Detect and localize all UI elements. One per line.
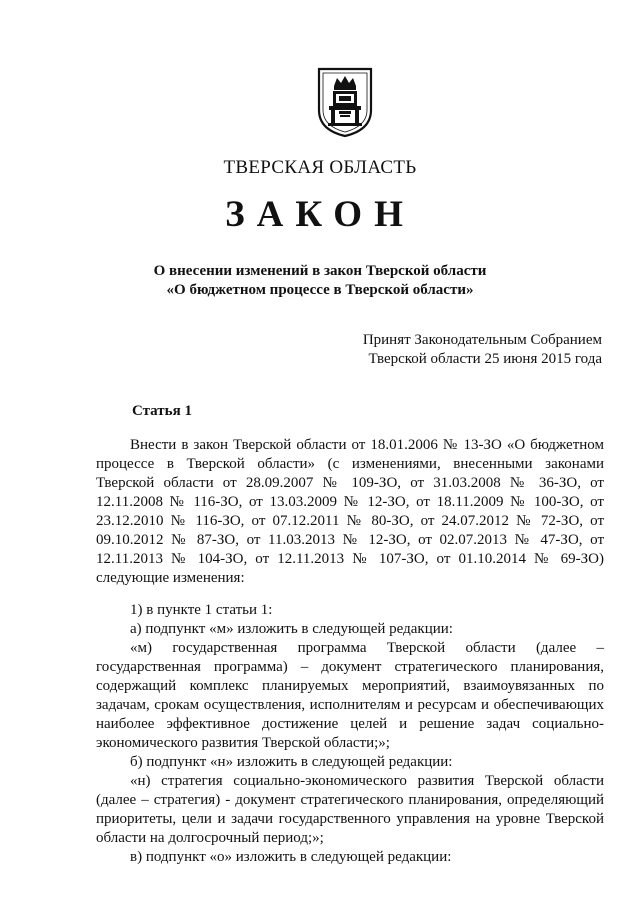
- law-subject-line2: «О бюджетном процессе в Тверской области»: [166, 282, 474, 298]
- adoption-note-line2: Тверской области 25 июня 2015 года: [368, 351, 602, 367]
- article-intro-paragraph: Внести в закон Тверской области от 18.01.2006 № 13-ЗО «О бюджетном процессе в Тверской области» (с изменениями, внесенными законами Тверской области от 28.09.2007 № 109-ЗО, от 31.03.2008 № 36-ЗО, от 12.11.2008 № 116-ЗО, от 13.03.2009 № 12-ЗО, от 18.11.2009 № 100-ЗО, от 23.12.2010 № 116-ЗО, от 07.12.2011 № 80-ЗО, от 24.07.2012 № 72-ЗО, от 09.10.2012 № 87-ЗО, от 11.03.2013 № 12-ЗО, от 02.07.2013 № 47-ЗО, от 12.11.2013 № 104-ЗО, от 12.11.2013 № 107-ЗО, от 01.10.2014 № 69-ЗО) следующие изменения:: [96, 437, 604, 586]
- item-c: в) подпункт «о» изложить в следующей редакции:: [130, 849, 452, 865]
- adoption-note: [363, 331, 602, 369]
- adoption-note-line1: Принят Законодательным Собранием: [362, 332, 602, 348]
- law-title: ЗАКОН: [225, 194, 415, 235]
- item-1: 1) в пункте 1 статьи 1:: [130, 602, 273, 618]
- item-a: а) подпункт «м» изложить в следующей редакции:: [130, 621, 453, 637]
- article-body: [96, 436, 604, 867]
- law-subject-line1: О внесении изменений в закон Тверской области: [153, 263, 487, 279]
- law-subject: [60, 262, 580, 300]
- coat-of-arms-emblem: [316, 66, 374, 138]
- item-b: б) подпункт «н» изложить в следующей редакции:: [130, 754, 453, 770]
- item-a-text: «м) государственная программа Тверской области (далее – государственная программа) – документ стратегического планирования, содержащий комплекс планируемых мероприятий, взаимоувязанных по задачам, срокам осуществления, исполнителям и ресурсам и обеспечивающих наиболее эффективное достижение целей и решение задач социально-экономического развития Тверской области;»;: [96, 640, 604, 751]
- item-b-text: «н) стратегия социально-экономического развития Тверской области (далее – стратегия) - документ стратегического планирования, определяющий приоритеты, цели и задачи государственного управления на уровне Тверской области на долгосрочный период;»;: [96, 773, 604, 846]
- region-name: ТВЕРСКАЯ ОБЛАСТЬ: [223, 157, 417, 178]
- article-heading: Статья 1: [132, 403, 192, 419]
